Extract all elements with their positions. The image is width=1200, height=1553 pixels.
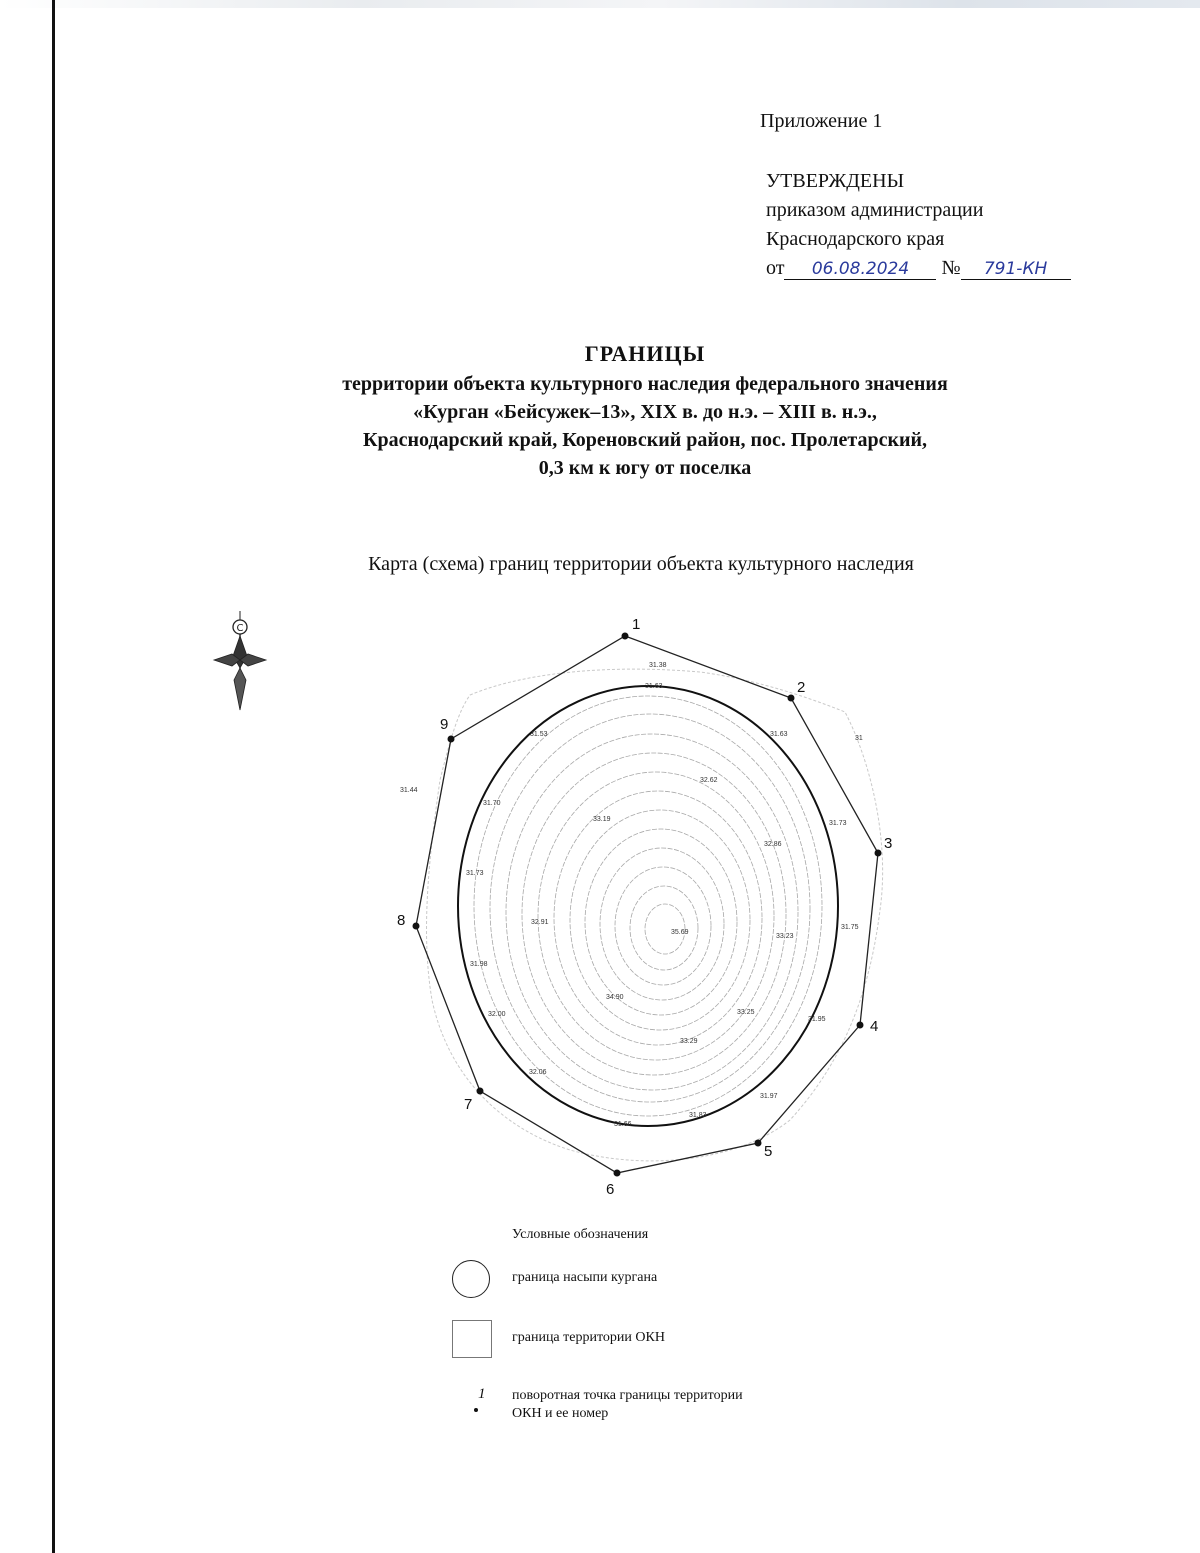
title-line-1: территории объекта культурного наследия федерального значения — [342, 373, 948, 395]
elevation-label: 32.00 — [488, 1011, 506, 1018]
map-caption: Карта (схема) границ территории объекта культурного наследия — [368, 553, 914, 575]
turning-point-label: 1 — [632, 616, 641, 633]
elevation-label: 31.63 — [645, 683, 663, 690]
turning-point-label-line-2: ОКН и ее номер — [512, 1406, 609, 1421]
elevation-label: 31.63 — [770, 731, 788, 738]
elevation-label: 31.73 — [466, 870, 484, 877]
turning-point-label: 4 — [870, 1018, 879, 1035]
elevation-label: 35.69 — [671, 929, 689, 936]
turning-point-label: 6 — [606, 1181, 615, 1198]
spot-elevations — [400, 662, 863, 1128]
turning-point-symbol-number: 1 — [478, 1386, 486, 1402]
turning-point-label: 7 — [464, 1096, 473, 1113]
elevation-label: 31.95 — [808, 1016, 826, 1023]
terrain-outline — [427, 669, 883, 1161]
turning-point-label: 8 — [397, 912, 406, 929]
elevation-label: 32.06 — [529, 1069, 547, 1076]
elevation-label: 33.19 — [593, 816, 611, 823]
order-line: приказом администрации — [766, 199, 984, 221]
elevation-label: 31.83 — [689, 1112, 707, 1119]
legend-title: Условные обозначения — [512, 1227, 649, 1242]
document-title: ГРАНИЦЫ — [584, 341, 706, 366]
turning-point-label: 2 — [797, 679, 806, 696]
turning-point-label: 9 — [440, 716, 449, 733]
elevation-label: 34.90 — [606, 994, 624, 1001]
title-line-3: Краснодарский край, Кореновский район, пос. Пролетарский, — [362, 429, 928, 451]
elevation-label: 31.97 — [760, 1093, 778, 1100]
elevation-label: 31.98 — [470, 961, 488, 968]
territory-boundary-label: граница территории ОКН — [512, 1330, 665, 1345]
turning-point-label: 5 — [764, 1143, 773, 1160]
turning-point-label-line-1: поворотная точка границы территории — [512, 1388, 743, 1403]
elevation-label: 32.91 — [531, 919, 549, 926]
compass-icon — [214, 611, 266, 710]
mound-boundary-symbol — [452, 1260, 490, 1298]
turning-point-label: 3 — [884, 835, 893, 852]
elevation-label: 31.70 — [483, 800, 501, 807]
elevation-label: 33.23 — [776, 933, 794, 940]
mound-boundary-label: граница насыпи кургана — [512, 1270, 658, 1285]
elevation-label: 31.38 — [649, 662, 667, 669]
territory-boundary-symbol — [452, 1320, 492, 1358]
elevation-label: 32.62 — [700, 777, 718, 784]
elevation-label: 31.44 — [400, 787, 418, 794]
territory-boundary — [416, 636, 878, 1173]
order-number: 791-КН — [983, 259, 1048, 279]
turning-point-labels — [397, 616, 892, 1198]
elevation-label: 31.75 — [841, 924, 859, 931]
elevation-label: 31.53 — [530, 731, 548, 738]
approved-label: УТВЕРЖДЕНЫ — [766, 170, 905, 192]
turning-point-symbol-dot — [474, 1408, 478, 1412]
from-label: от — [766, 257, 785, 279]
order-date: 06.08.2024 — [811, 259, 910, 279]
number-label: № — [941, 257, 961, 279]
mound-boundary — [458, 686, 838, 1126]
elevation-label: 32.86 — [764, 841, 782, 848]
svg-text:C: C — [236, 623, 244, 634]
annex-label: Приложение 1 — [760, 110, 883, 132]
elevation-label: 31.66 — [614, 1121, 632, 1128]
elevation-label: 33.25 — [737, 1009, 755, 1016]
elevation-label: 31.73 — [829, 820, 847, 827]
elevation-label: 33.29 — [680, 1038, 698, 1045]
title-line-2: «Курган «Бейсужек–13», XIX в. до н.э. – XIII в. н.э., — [413, 401, 877, 423]
contour-lines — [474, 696, 822, 1116]
title-line-4: 0,3 км к югу от поселка — [538, 457, 752, 479]
region-line: Краснодарского края — [766, 228, 945, 250]
elevation-label: 31 — [855, 735, 863, 742]
